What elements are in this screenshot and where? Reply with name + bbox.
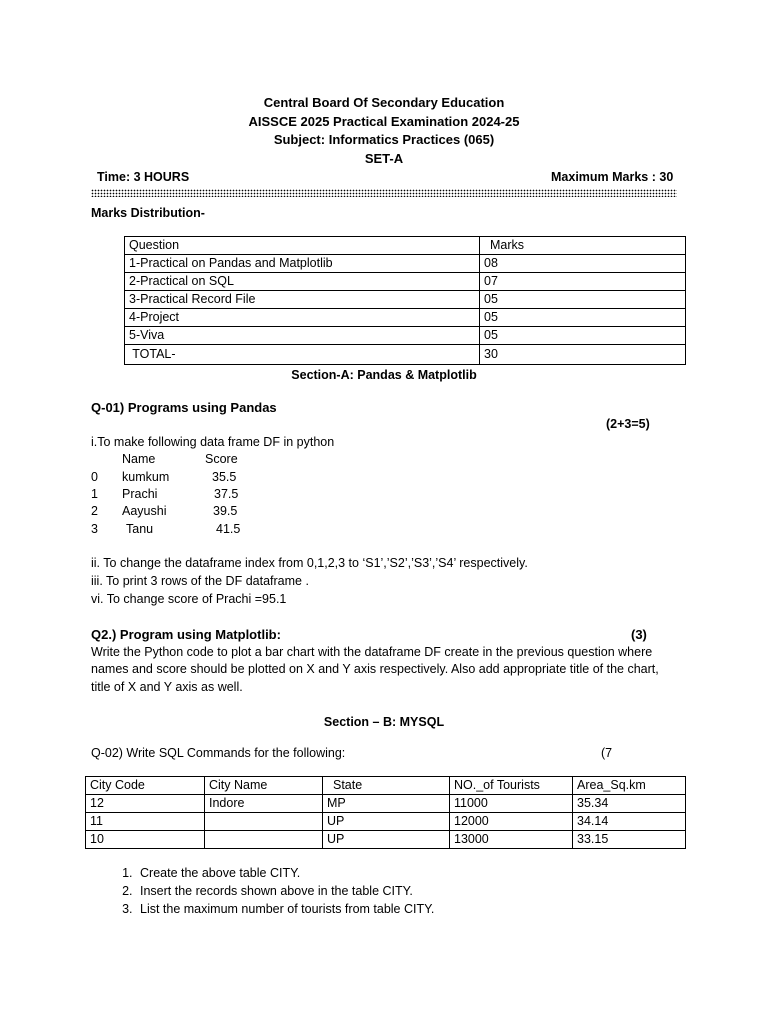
column-header: State [323,777,450,795]
table-cell [205,813,323,831]
q2-title: Q2.) Program using Matplotlib: [91,627,281,642]
time-label: Time: 3 HOURS [97,170,190,184]
section-a-title: Section-A: Pandas & Matplotlib [291,368,477,382]
table-cell: UP [323,831,450,849]
column-header: NO._of Tourists [450,777,573,795]
table-row [125,309,686,327]
table-row [125,255,686,273]
sql-question: Q-02) Write SQL Commands for the following: [91,746,346,760]
table-header-row [86,777,686,795]
exam-title: AISSCE 2025 Practical Examination 2024-25 [248,114,520,129]
df-header-name: Name [122,452,156,466]
table-cell: 1-Practical on Pandas and Matplotlib [125,255,480,273]
table-row [86,831,686,849]
sql-task-list [112,864,434,918]
df-index: 1 [91,487,98,501]
q1-marks: (2+3=5) [606,417,650,431]
dotted-divider [91,189,677,197]
table-header-row [125,237,686,255]
column-header: Marks [480,237,686,255]
table-row [125,291,686,309]
table-row [86,813,686,831]
df-name: Prachi [122,487,158,501]
sql-question-marks: (7 [601,746,613,760]
table-cell: 08 [480,255,686,273]
df-index: 0 [91,470,98,484]
df-score: 35.5 [212,470,237,484]
table-cell: 2-Practical on SQL [125,273,480,291]
df-score: 37.5 [214,487,239,501]
df-index: 3 [91,522,98,536]
q1-title: Q-01) Programs using Pandas [91,400,277,415]
table-total-row [125,345,686,365]
table-cell: 33.15 [573,831,686,849]
table-cell: 34.14 [573,813,686,831]
table-cell: MP [323,795,450,813]
column-header: City Name [205,777,323,795]
list-item: 3. List the maximum number of tourists from table CITY. [136,900,434,918]
df-score: 41.5 [216,522,241,536]
q1-part-iii: iii. To print 3 rows of the DF dataframe . [91,574,309,588]
subject-title: Subject: Informatics Practices (065) [273,132,495,147]
q2-text-line3: title of X and Y axis as well. [91,680,243,694]
df-score: 39.5 [213,504,238,518]
table-cell: 13000 [450,831,573,849]
table-row [125,327,686,345]
table-cell: UP [323,813,450,831]
table-cell: 30 [480,345,686,365]
df-name: kumkum [122,470,170,484]
table-cell: 35.34 [573,795,686,813]
table-cell: 11000 [450,795,573,813]
table-cell: Indore [205,795,323,813]
column-header: Area_Sq.km [573,777,686,795]
q2-marks: (3) [631,627,647,642]
df-name: Aayushi [122,504,167,518]
table-cell: 5-Viva [125,327,480,345]
q2-text-line2: names and score should be plotted on X and Y axis respectively. Also add appropriate title of the chart, [91,662,659,676]
df-header-score: Score [205,452,238,466]
list-item: 2. Insert the records shown above in the table CITY. [136,882,434,900]
table-cell: 05 [480,291,686,309]
marks-table [124,236,686,365]
table-cell: 12 [86,795,205,813]
table-cell: 4-Project [125,309,480,327]
max-marks-label: Maximum Marks : 30 [551,170,674,184]
marks-distribution-heading: Marks Distribution- [91,206,205,220]
df-name: Tanu [126,522,154,536]
list-item: 1. Create the above table CITY. [136,864,434,882]
table-row [86,795,686,813]
table-cell: 07 [480,273,686,291]
table-cell: 05 [480,327,686,345]
table-cell: TOTAL- [125,345,480,365]
column-header: Question [125,237,480,255]
board-name: Central Board Of Secondary Education [263,95,505,110]
column-header: City Code [86,777,205,795]
set-label: SET-A [364,151,404,166]
table-cell: 11 [86,813,205,831]
df-index: 2 [91,504,98,518]
table-cell: 05 [480,309,686,327]
q2-text-line1: Write the Python code to plot a bar chart with the dataframe DF create in the previous question where [91,645,653,659]
table-cell [205,831,323,849]
table-row [125,273,686,291]
table-cell: 10 [86,831,205,849]
city-table [85,776,686,849]
table-cell: 3-Practical Record File [125,291,480,309]
table-cell: 12000 [450,813,573,831]
section-b-title: Section – B: MYSQL [323,715,445,729]
q1-part-i: i.To make following data frame DF in python [91,435,335,449]
q1-part-vi: vi. To change score of Prachi =95.1 [91,592,287,606]
q1-part-ii: ii. To change the dataframe index from 0,1,2,3 to ‘S1’,’S2’,’S3’,’S4’ respectively. [91,556,528,570]
